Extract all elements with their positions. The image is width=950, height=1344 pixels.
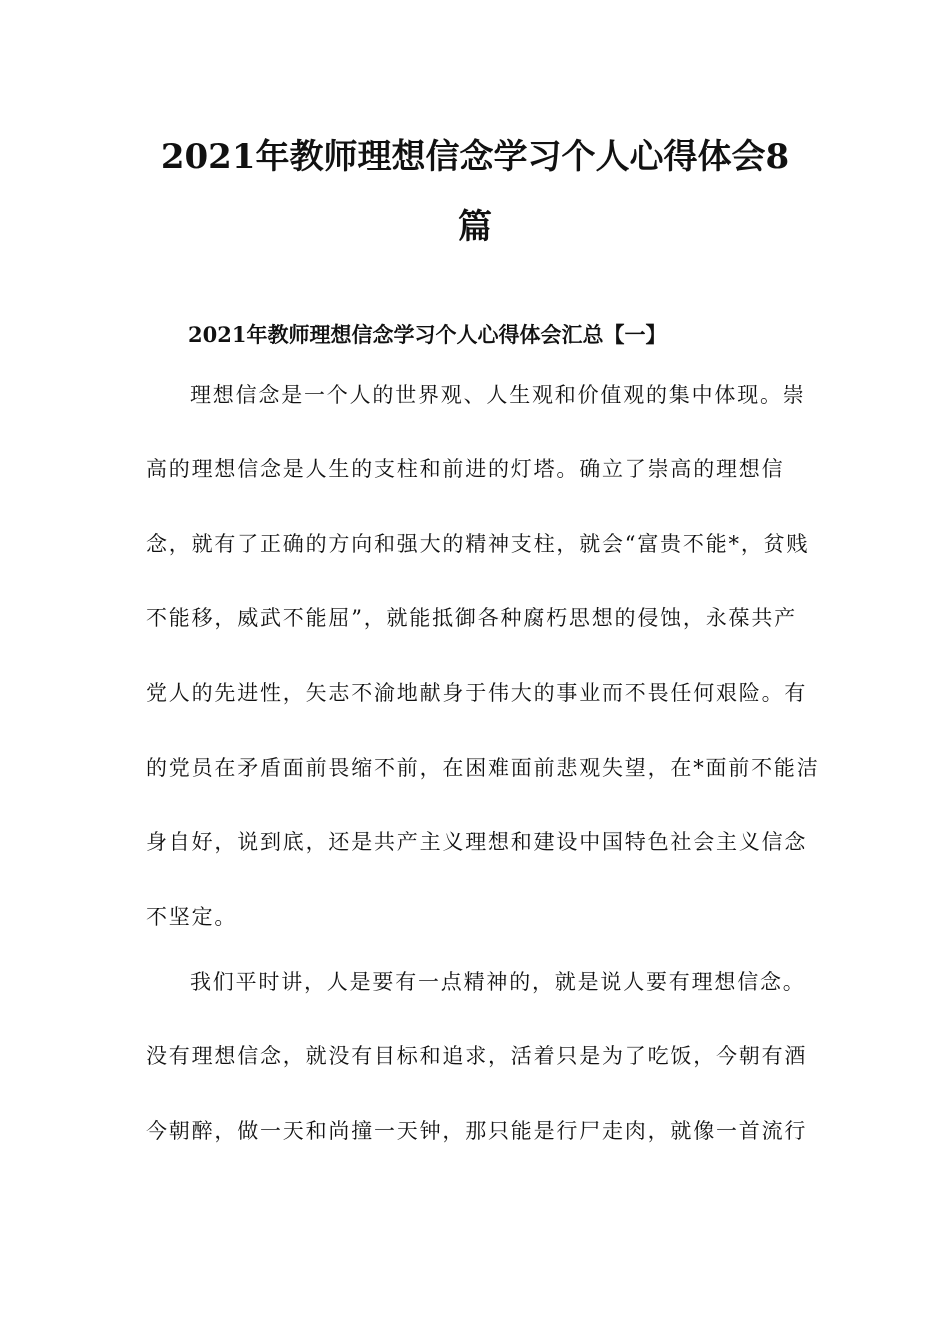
- paragraph-line: 党人的先进性，矢志不渝地献身于伟大的事业而不畏任何艰险。有: [146, 681, 808, 705]
- section-heading: 2021年教师理想信念学习个人心得体会汇总【一】: [188, 322, 667, 347]
- document-title-line-2: 篇: [458, 207, 492, 247]
- paragraph-line: 高的理想信念是人生的支柱和前进的灯塔。确立了崇高的理想信: [146, 457, 785, 481]
- paragraph-line: 身自好，说到底，还是共产主义理想和建设中国特色社会主义信念: [146, 830, 808, 854]
- paragraph-line: 我们平时讲，人是要有一点精神的，就是说人要有理想信念。: [190, 970, 806, 994]
- paragraph-line: 今朝醉，做一天和尚撞一天钟，那只能是行尸走肉，就像一首流行: [146, 1119, 808, 1143]
- paragraph-line: 没有理想信念，就没有目标和追求，活着只是为了吃饭，今朝有酒: [146, 1044, 808, 1068]
- document-title-line-1: 2021年教师理想信念学习个人心得体会8: [160, 137, 790, 177]
- paragraph-line: 不坚定。: [146, 905, 238, 929]
- paragraph-line: 不能移，威武不能屈”，就能抵御各种腐朽思想的侵蚀，永葆共产: [146, 606, 797, 630]
- paragraph-line: 念，就有了正确的方向和强大的精神支柱，就会“富贵不能*，贫贱: [146, 532, 810, 556]
- paragraph-line: 理想信念是一个人的世界观、人生观和价值观的集中体现。崇: [190, 383, 806, 407]
- paragraph-line: 的党员在矛盾面前畏缩不前，在困难面前悲观失望，在*面前不能洁: [146, 756, 820, 780]
